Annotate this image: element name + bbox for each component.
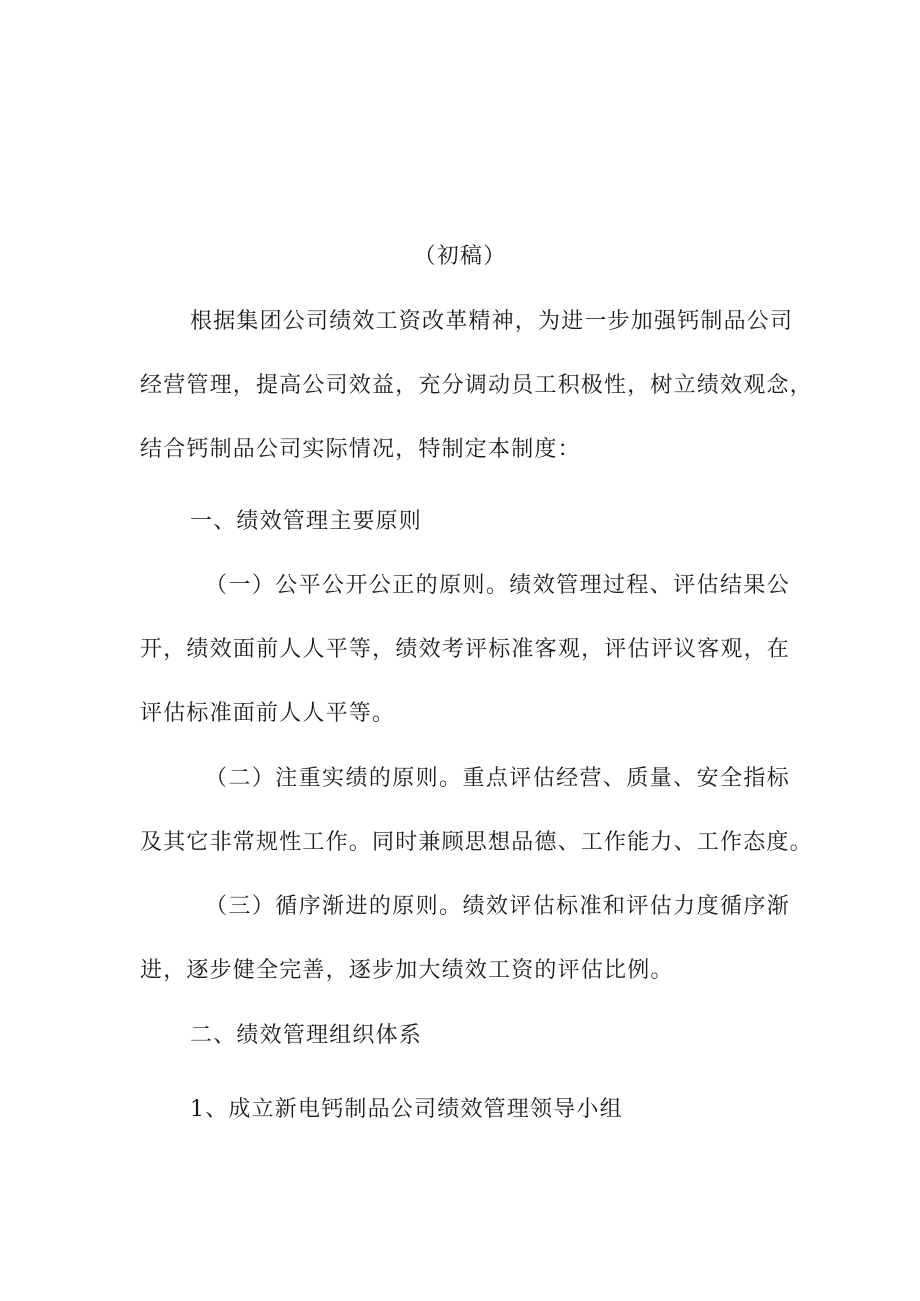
intro-line-2: 经营管理，提高公司效益，充分调动员工积极性，树立绩效观念，: [140, 373, 813, 398]
section2-item-1: 1、成立新电钙制品公司绩效管理领导小组: [190, 1097, 623, 1122]
document-subtitle: （初稿）: [413, 244, 507, 269]
intro-line-3: 结合钙制品公司实际情况，特制定本制度：: [140, 437, 581, 462]
principle1-line-3: 评估标准面前人人平等。: [140, 701, 396, 726]
principle1-line-2: 开，绩效面前人人平等，绩效考评标准客观，评估评议客观，在: [140, 637, 790, 662]
principle2-line-1: （二）注重实绩的原则。重点评估经营、质量、安全指标: [205, 766, 790, 791]
principle3-line-2: 进，逐步健全完善，逐步加大绩效工资的评估比例。: [140, 958, 674, 983]
principle1-line-1: （一）公平公开公正的原则。绩效管理过程、评估结果公: [205, 573, 790, 598]
principle3-line-1: （三）循序渐进的原则。绩效评估标准和评估力度循序渐: [205, 894, 790, 919]
principle2-line-2: 及其它非常规性工作。同时兼顾思想品德、工作能力、工作态度。: [140, 830, 813, 855]
section1-heading: 一、绩效管理主要原则: [190, 509, 423, 534]
section2-heading: 二、绩效管理组织体系: [190, 1023, 423, 1048]
intro-line-1: 根据集团公司绩效工资改革精神，为进一步加强钙制品公司: [190, 309, 794, 334]
